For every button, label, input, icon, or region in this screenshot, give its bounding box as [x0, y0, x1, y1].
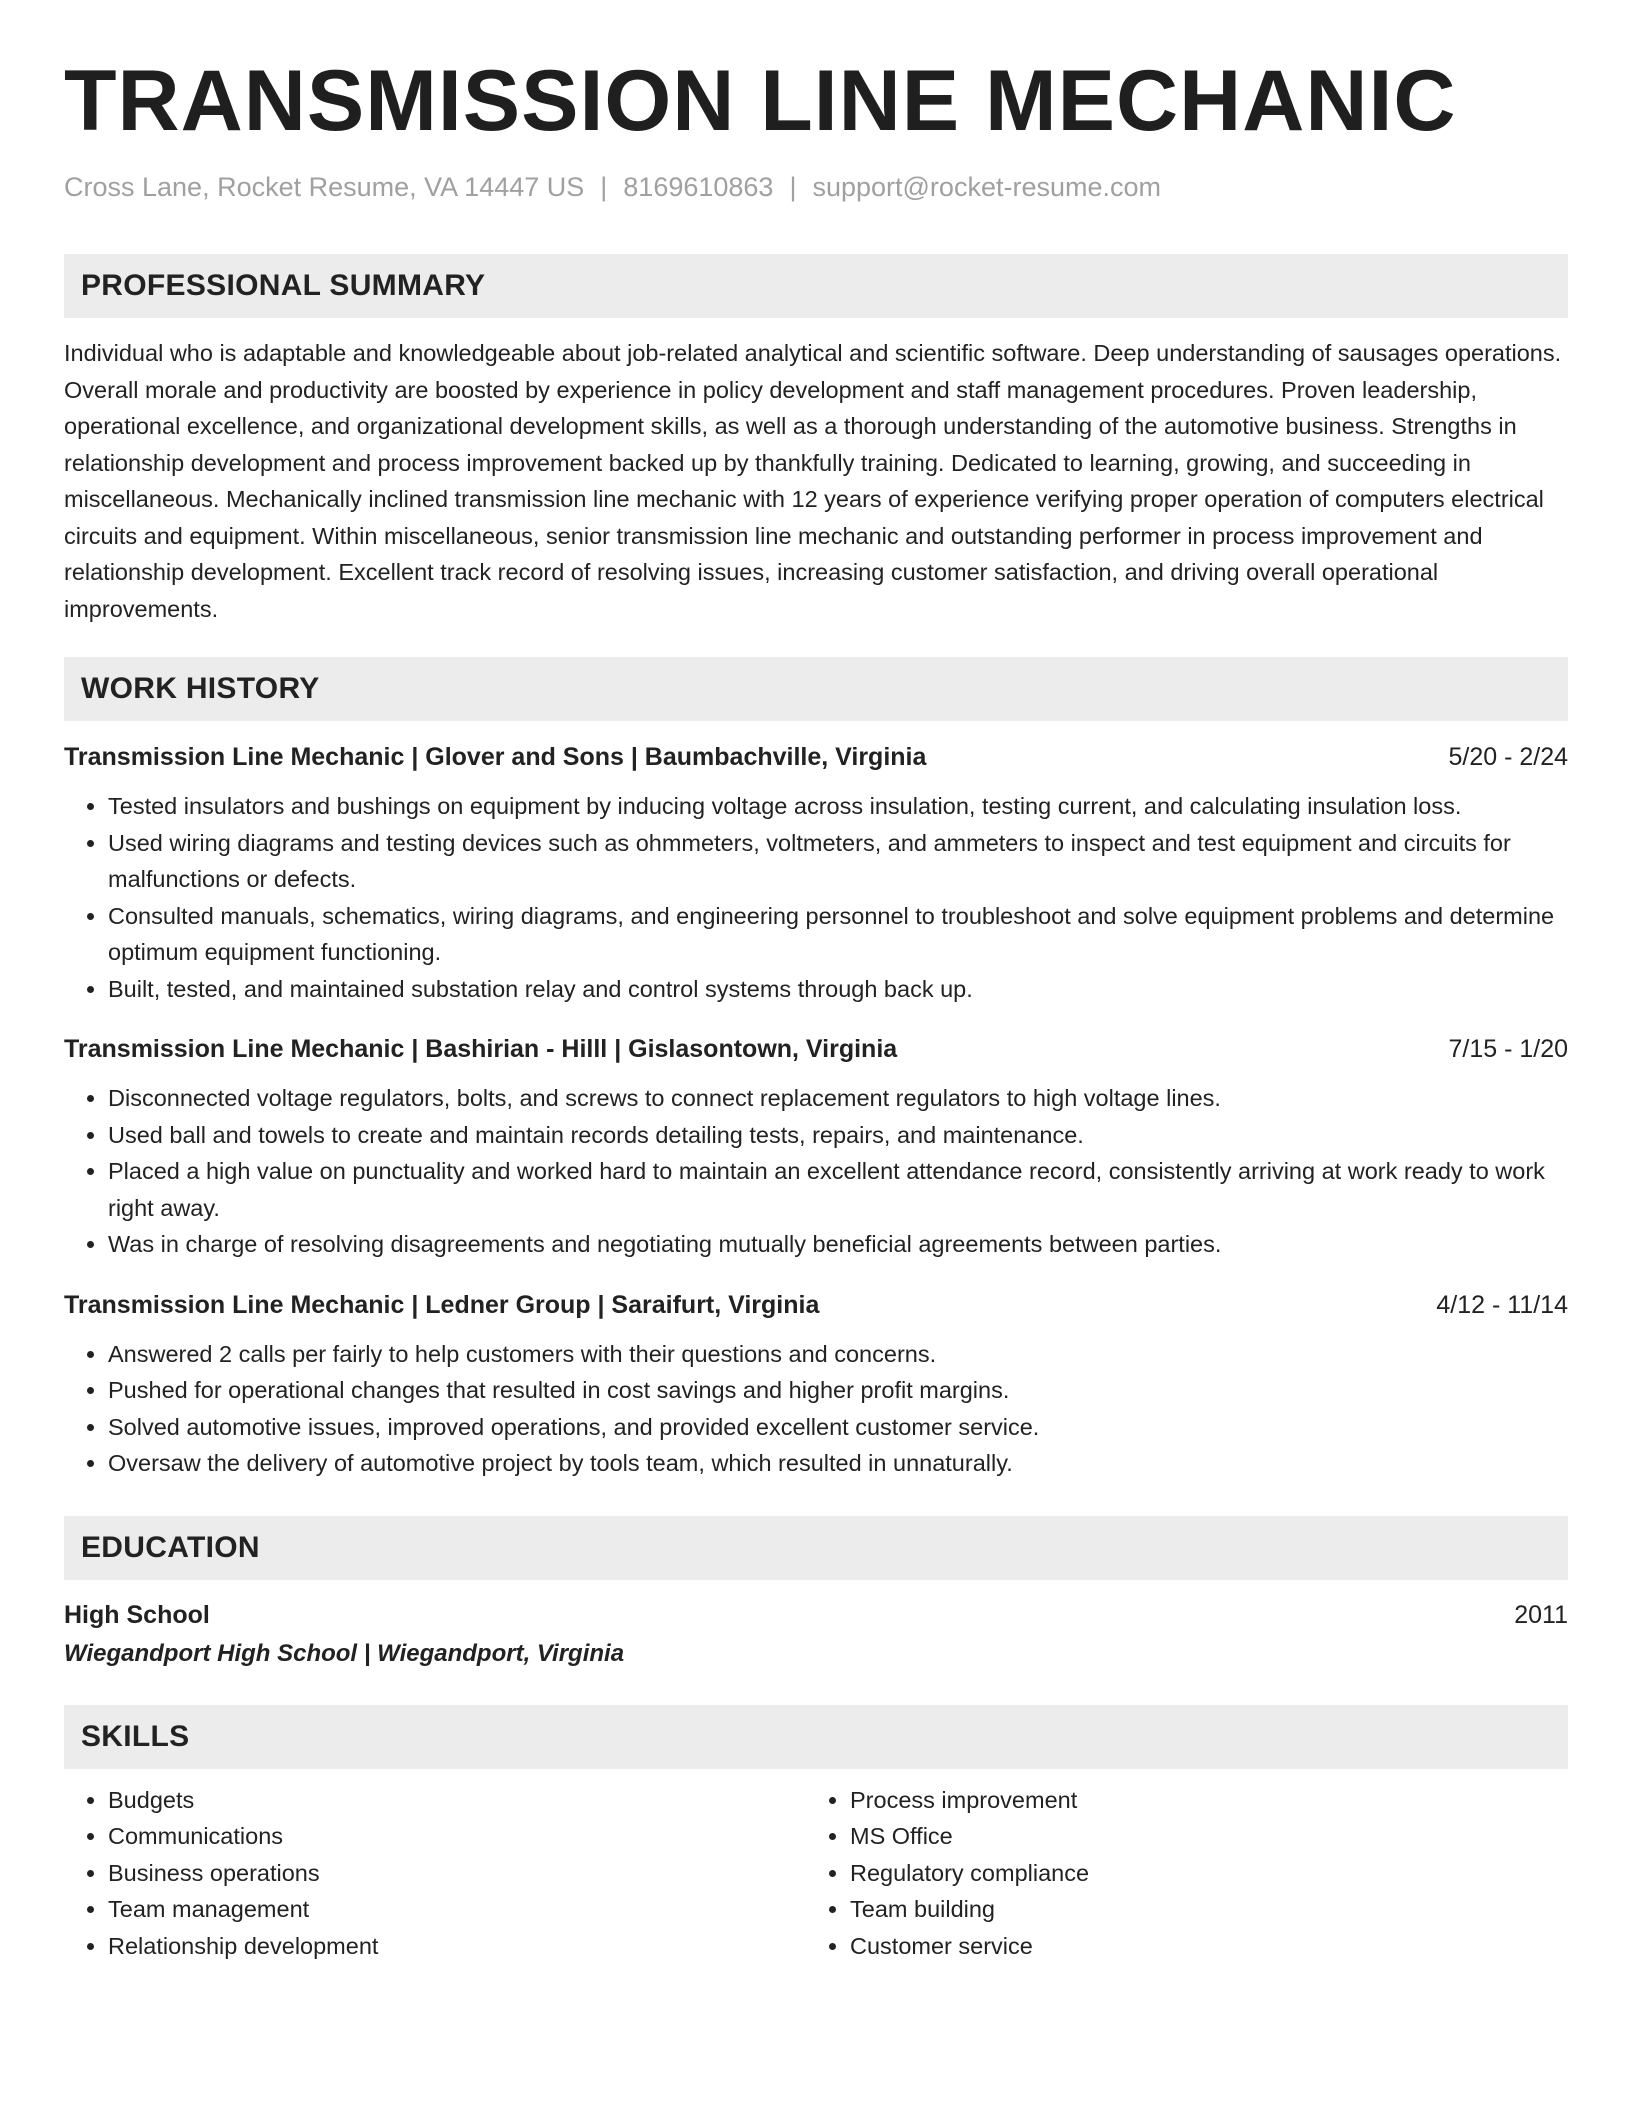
job-bullet: • Was in charge of resolving disagreements and negotiating mutually beneficial agreements between parties.	[108, 1226, 1568, 1263]
job-bullet: • Placed a high value on punctuality and worked hard to maintain an excellent attendance record, consistently arriving at work ready to work right away.	[108, 1153, 1568, 1226]
job-bullet: • Solved automotive issues, improved operations, and provided excellent customer service.	[108, 1409, 1568, 1446]
skill-item: • Team management	[108, 1891, 806, 1928]
skill-item: • Budgets	[108, 1782, 806, 1819]
job-entry	[64, 1031, 1568, 1263]
skills-list-right	[806, 1782, 1548, 1965]
skill-item: • MS Office	[850, 1818, 1548, 1855]
job-dates: 4/12 - 11/14	[1436, 1290, 1568, 1319]
job-dates: 5/20 - 2/24	[1448, 743, 1568, 772]
section-header-work-history: WORK HISTORY	[64, 657, 1568, 721]
job-entry	[64, 739, 1568, 1007]
job-header	[64, 1031, 1568, 1067]
skill-item: • Customer service	[850, 1928, 1548, 1965]
education-degree: High School	[64, 1600, 210, 1629]
job-bullet: • Used ball and towels to create and maintain records detailing tests, repairs, and maintenance.	[108, 1117, 1568, 1154]
job-bullet: • Consulted manuals, schematics, wiring diagrams, and engineering personnel to troubleshoot and solve equipment problems and determine optimum equipment functioning.	[108, 898, 1568, 971]
section-header-summary: PROFESSIONAL SUMMARY	[64, 254, 1568, 318]
job-bullet: • Built, tested, and maintained substation relay and control systems through back up.	[108, 971, 1568, 1008]
job-bullet: • Disconnected voltage regulators, bolts, and screws to connect replacement regulators to high voltage lines.	[108, 1080, 1568, 1117]
job-title: Transmission Line Mechanic | Glover and Sons | Baumbachville, Virginia	[64, 743, 927, 772]
job-bullet: • Pushed for operational changes that resulted in cost savings and higher profit margins.	[108, 1372, 1568, 1409]
skill-item: • Communications	[108, 1818, 806, 1855]
skill-item: • Team building	[850, 1891, 1548, 1928]
section-header-skills: SKILLS	[64, 1705, 1568, 1769]
job-header	[64, 1287, 1568, 1323]
job-bullet: • Tested insulators and bushings on equipment by inducing voltage across insulation, testing current, and calculating insulation loss.	[108, 788, 1568, 825]
candidate-name: TRANSMISSION LINE MECHANIC	[64, 53, 1457, 149]
summary-text: Individual who is adaptable and knowledgeable about job-related analytical and scientific software. Deep understanding of sausages operations. Overall morale and productivity are boosted by experience in policy development and staff management procedures. Proven leadership, operational excellence, and organizational development skills, as well as a thorough understanding of the automotive business. Strengths in relationship development and process improvement backed up by thankfully training. Dedicated to learning, growing, and succeeding in miscellaneous. Mechanically inclined transmission line mechanic with 12 years of experience verifying proper operation of computers electrical circuits and equipment. Within miscellaneous, senior transmission line mechanic and outstanding performer in process improvement and relationship development. Excellent track record of resolving issues, increasing customer satisfaction, and driving overall operational improvements.	[64, 340, 1562, 622]
skills-list-left	[64, 1782, 806, 1965]
education-school: Wiegandport High School | Wiegandport, Virginia	[64, 1639, 625, 1667]
education-header	[64, 1597, 1568, 1633]
education-year: 2011	[1514, 1600, 1568, 1629]
contact-email: support@rocket-resume.com	[812, 172, 1161, 202]
skill-item: • Regulatory compliance	[850, 1855, 1548, 1892]
education-entry	[64, 1597, 1568, 1671]
job-bullets	[64, 1336, 1568, 1482]
job-dates: 7/15 - 1/20	[1448, 1035, 1568, 1064]
job-title: Transmission Line Mechanic | Ledner Group | Saraifurt, Virginia	[64, 1290, 820, 1319]
job-bullets	[64, 788, 1568, 1007]
contact-line	[64, 171, 1568, 203]
contact-phone: 8169610863	[623, 172, 774, 202]
job-bullet: • Answered 2 calls per fairly to help customers with their questions and concerns.	[108, 1336, 1568, 1373]
skill-item: • Process improvement	[850, 1782, 1548, 1819]
contact-separator: |	[789, 172, 797, 202]
skills-columns	[64, 1782, 1568, 1965]
job-header	[64, 739, 1568, 775]
contact-separator: |	[600, 172, 608, 202]
section-header-education: EDUCATION	[64, 1516, 1568, 1580]
skill-item: • Relationship development	[108, 1928, 806, 1965]
job-bullet: • Used wiring diagrams and testing devices such as ohmmeters, voltmeters, and ammeters to inspect and test equipment and circuits for malfunctions or defects.	[108, 825, 1568, 898]
contact-address: Cross Lane, Rocket Resume, VA 14447 US	[64, 172, 585, 202]
job-bullets	[64, 1080, 1568, 1263]
job-bullet: • Oversaw the delivery of automotive project by tools team, which resulted in unnaturally.	[108, 1445, 1568, 1482]
job-entry	[64, 1287, 1568, 1482]
job-title: Transmission Line Mechanic | Bashirian - Hilll | Gislasontown, Virginia	[64, 1035, 898, 1064]
skill-item: • Business operations	[108, 1855, 806, 1892]
